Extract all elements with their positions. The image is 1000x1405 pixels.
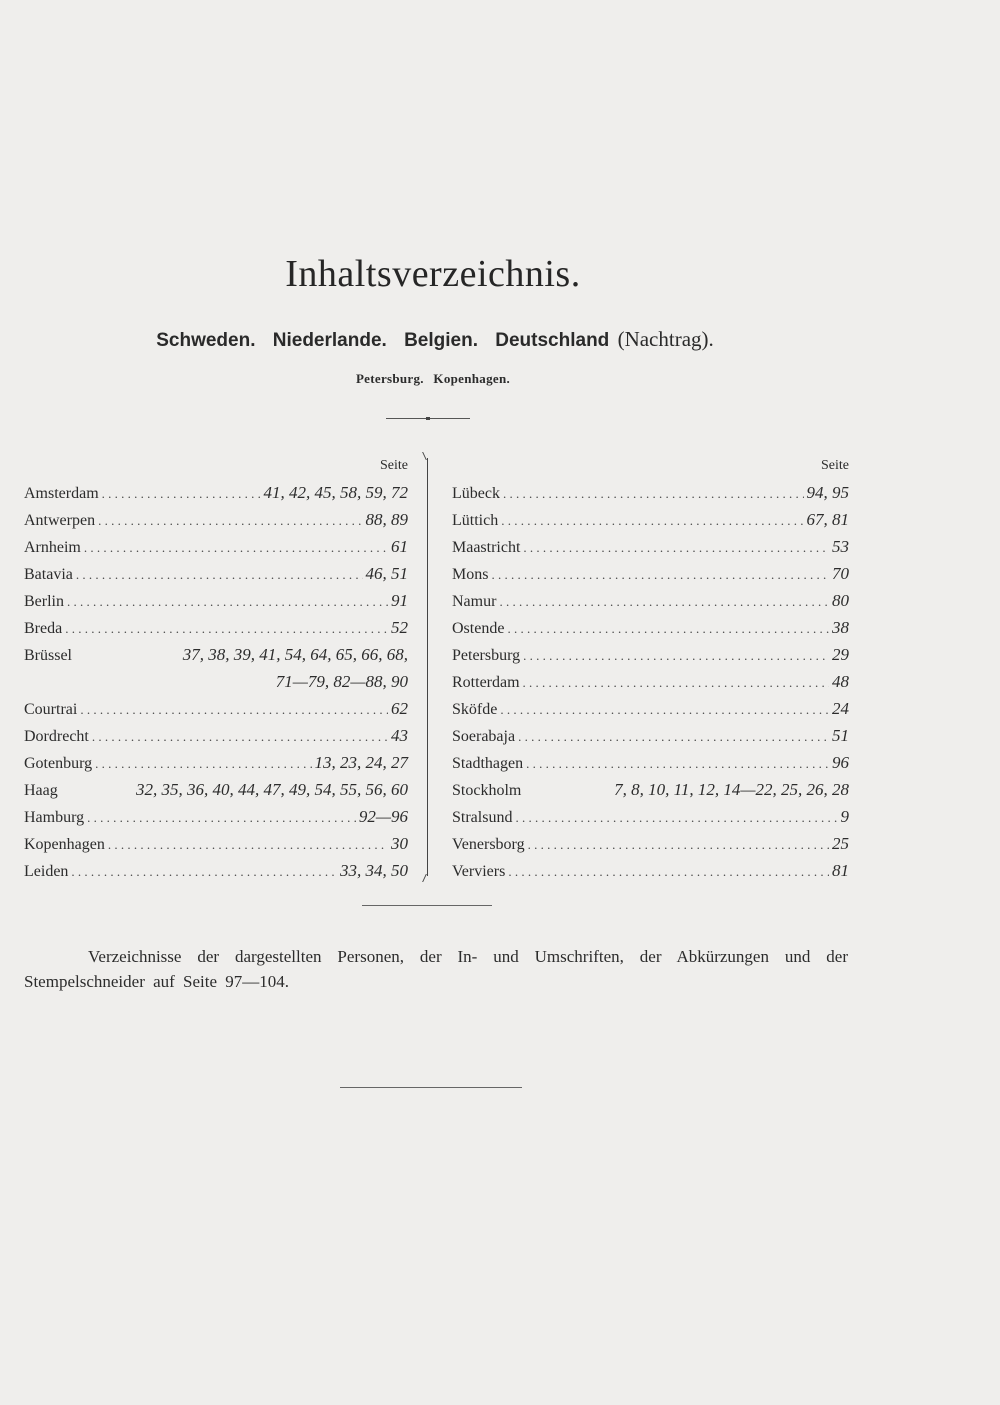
- page-title: Inhaltsverzeichnis.: [285, 253, 581, 295]
- index-page-numbers: 61: [391, 537, 408, 556]
- index-place-name: Sköfde: [452, 701, 498, 718]
- index-page-numbers: 32, 35, 36, 40, 44, 47, 49, 54, 55, 56, 60: [136, 780, 408, 799]
- index-place-name: Stockholm: [452, 782, 522, 799]
- index-page-numbers: 43: [391, 726, 408, 745]
- dot-leader: [499, 588, 829, 615]
- index-entry: [24, 560, 408, 587]
- index-entry: [452, 857, 849, 884]
- country-belgium: Belgien.: [404, 330, 478, 351]
- dot-leader: [507, 615, 829, 642]
- index-entry: [24, 533, 408, 560]
- index-place-name: Rotterdam: [452, 674, 520, 691]
- index-page-numbers: 29: [832, 645, 849, 664]
- bottom-rule: [340, 1087, 522, 1088]
- dot-leader: [98, 507, 362, 534]
- index-place-name: Leiden: [24, 863, 69, 880]
- index-place-name: Stadthagen: [452, 755, 524, 772]
- index-entry: [24, 587, 408, 614]
- index-place-name: Soerabaja: [452, 728, 516, 745]
- index-place-name: Haag: [24, 782, 58, 799]
- index-page-numbers: 70: [832, 564, 849, 583]
- dot-leader: [92, 723, 388, 750]
- index-page-numbers: 91: [391, 591, 408, 610]
- subtitle-kopenhagen: Kopenhagen.: [433, 371, 511, 386]
- index-place-name: Kopenhagen: [24, 836, 105, 853]
- seite-label-left: Seite: [380, 458, 408, 473]
- index-entry: [24, 749, 408, 776]
- index-place-name: Brüssel: [24, 647, 72, 664]
- country-germany: Deutschland: [495, 330, 610, 351]
- index-place-name: Venersborg: [452, 836, 525, 853]
- index-entry: [24, 614, 408, 641]
- dot-leader: [84, 534, 388, 561]
- index-entry: [452, 479, 849, 506]
- country-sweden: Schweden.: [156, 330, 256, 351]
- dot-leader: [503, 480, 804, 507]
- dot-leader: [508, 858, 829, 885]
- dot-leader: [80, 696, 388, 723]
- index-entry: [452, 776, 849, 803]
- index-place-name: Courtrai: [24, 701, 78, 718]
- ornament-rule: [386, 418, 470, 419]
- index-place-name: Mons: [452, 566, 489, 583]
- index-page-numbers: 13, 23, 24, 27: [314, 753, 408, 772]
- index-page-numbers: 9: [840, 807, 849, 826]
- countries-suffix: (Nachtrag).: [617, 327, 714, 351]
- index-place-name: Dordrecht: [24, 728, 89, 745]
- index-entry: [452, 560, 849, 587]
- index-page-numbers: 53: [832, 537, 849, 556]
- index-place-name: Verviers: [452, 863, 506, 880]
- index-entry: [452, 614, 849, 641]
- divider-rule: [362, 905, 492, 906]
- dot-leader: [95, 750, 311, 777]
- index-place-name: Ostende: [452, 620, 505, 637]
- index-place-name: Petersburg: [452, 647, 521, 664]
- index-place-name: Lübeck: [452, 485, 500, 502]
- dot-leader: [65, 615, 388, 642]
- dot-leader: [108, 831, 388, 858]
- index-entry: [452, 803, 849, 830]
- index-page-numbers: 96: [832, 753, 849, 772]
- index-entry: [452, 830, 849, 857]
- index-entry: [24, 722, 408, 749]
- index-entry: [24, 479, 408, 506]
- index-column-left: [24, 453, 408, 884]
- index-place-name: Amsterdam: [24, 485, 99, 502]
- index-page-numbers: 52: [391, 618, 408, 637]
- index-entry: [452, 749, 849, 776]
- index-page-numbers: 67, 81: [806, 510, 849, 529]
- index-entry: [452, 668, 849, 695]
- index-entry: [24, 857, 408, 884]
- subtitle-petersburg: Petersburg.: [355, 371, 424, 386]
- countries-heading: [0, 327, 870, 352]
- country-netherlands: Niederlande.: [272, 330, 387, 351]
- dot-leader: [528, 831, 829, 858]
- index-entry: [452, 722, 849, 749]
- index-place-name: Stralsund: [452, 809, 513, 826]
- dot-leader: [523, 642, 829, 669]
- index-place-name: Berlin: [24, 593, 64, 610]
- dot-leader: [515, 804, 837, 831]
- index-page-numbers: 94, 95: [806, 483, 849, 502]
- index-page-numbers: 46, 51: [365, 564, 408, 583]
- index-page-numbers: 30: [391, 834, 408, 853]
- column-bracket: [427, 458, 434, 876]
- seite-label-right: Seite: [821, 458, 849, 473]
- index-place-name: Arnheim: [24, 539, 81, 556]
- dot-leader: [523, 669, 829, 696]
- index-page-numbers: 37, 38, 39, 41, 54, 64, 65, 66, 68,: [182, 645, 408, 664]
- index-entry: [24, 506, 408, 533]
- index-page-numbers: 24: [832, 699, 849, 718]
- index-place-name: Batavia: [24, 566, 73, 583]
- index-column-right: [452, 453, 849, 884]
- index-entry: [24, 803, 408, 830]
- index-place-name: Hamburg: [24, 809, 85, 826]
- index-page-numbers: 38: [832, 618, 849, 637]
- dot-leader: [526, 750, 829, 777]
- index-place-name: Gotenburg: [24, 755, 93, 772]
- index-page-numbers: 81: [832, 861, 849, 880]
- index-page-numbers: 51: [832, 726, 849, 745]
- index-page-numbers: 88, 89: [365, 510, 408, 529]
- dot-leader: [102, 480, 261, 507]
- index-page-numbers: 48: [832, 672, 849, 691]
- index-entry: [452, 641, 849, 668]
- index-page-numbers-continued: 71—79, 82—88, 90: [275, 672, 408, 691]
- dot-leader: [518, 723, 829, 750]
- index-page-numbers: 41, 42, 45, 58, 59, 72: [263, 483, 408, 502]
- index-place-name: Maastricht: [452, 539, 521, 556]
- dot-leader: [67, 588, 388, 615]
- index-page-numbers: 33, 34, 50: [340, 861, 408, 880]
- dot-leader: [501, 507, 803, 534]
- dot-leader: [76, 561, 363, 588]
- index-entry: [24, 695, 408, 722]
- index-entry: [452, 587, 849, 614]
- dot-leader: [500, 696, 829, 723]
- index-page-numbers: 25: [832, 834, 849, 853]
- dot-leader: [71, 858, 337, 885]
- index-page-numbers: 62: [391, 699, 408, 718]
- footnote: Verzeichnisse der dargestellten Personen, der In- und Umschriften, der Abkürzungen und der Stempelschneider auf Seite 97—104.: [24, 947, 848, 991]
- index-page-numbers: 80: [832, 591, 849, 610]
- dot-leader: [491, 561, 829, 588]
- index-entry: [24, 641, 408, 668]
- index-entry: [24, 776, 408, 803]
- index-entry: [452, 533, 849, 560]
- index-entry: [452, 506, 849, 533]
- index-entry: [452, 695, 849, 722]
- dot-leader: [523, 534, 829, 561]
- index-page-numbers: 92—96: [358, 807, 408, 826]
- index-place-name: Breda: [24, 620, 63, 637]
- index-place-name: Namur: [452, 593, 497, 610]
- subtitle: [0, 371, 866, 387]
- index-place-name: Lüttich: [452, 512, 499, 529]
- index-entry: [24, 830, 408, 857]
- index-page-numbers: 7, 8, 10, 11, 12, 14—22, 25, 26, 28: [614, 780, 849, 799]
- index-place-name: Antwerpen: [24, 512, 96, 529]
- dot-leader: [87, 804, 356, 831]
